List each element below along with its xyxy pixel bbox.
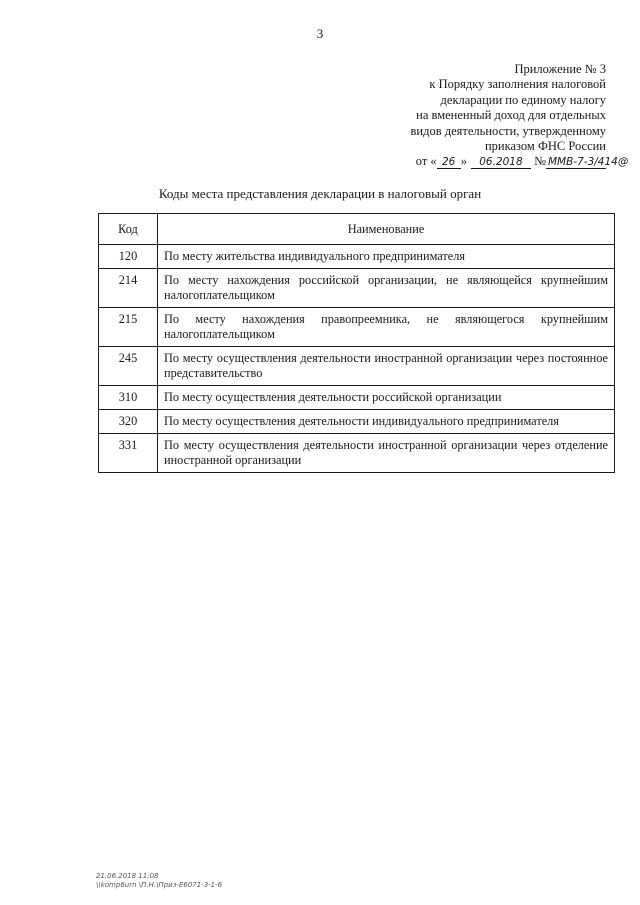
row-code: 215 (99, 308, 158, 347)
number-prefix: № (534, 154, 546, 169)
row-name: По месту осуществления деятельности иностранной организации через отделение иностранной организации (158, 434, 615, 473)
row-code: 320 (99, 410, 158, 434)
table-row (99, 269, 615, 308)
table-row (99, 434, 615, 473)
column-header-code: Код (99, 214, 158, 245)
codes-table (98, 213, 615, 473)
appendix-line: видов деятельности, утвержденному (410, 123, 606, 138)
row-code: 331 (99, 434, 158, 473)
date-close: » (460, 154, 467, 169)
appendix-line: декларации по единому налогу (440, 92, 606, 107)
row-name: По месту нахождения российской организации, не являющейся крупнейшим налогоплательщиком (158, 269, 615, 308)
order-date-number (306, 154, 629, 169)
page-number: 3 (316, 26, 324, 41)
appendix-header (306, 62, 629, 170)
row-name: По месту осуществления деятельности индивидуального предпринимателя (158, 410, 615, 434)
row-code: 310 (99, 386, 158, 410)
row-name: По месту осуществления деятельности российской организации (158, 386, 615, 410)
row-code: 214 (99, 269, 158, 308)
table-header-row (99, 214, 615, 245)
date-prefix: от « (415, 154, 437, 169)
row-code: 245 (99, 347, 158, 386)
appendix-line: к Порядку заполнения налоговой (429, 77, 606, 92)
row-name: По месту осуществления деятельности иностранной организации через постоянное представительство (158, 347, 615, 386)
row-name: По месту жительства индивидуального предпринимателя (158, 245, 615, 269)
handwritten-day: 26 (437, 156, 461, 169)
table-row (99, 410, 615, 434)
handwritten-month-year: 06.2018 (471, 156, 531, 169)
print-stamp (96, 872, 222, 890)
appendix-line: на вмененный доход для отдельных (416, 108, 606, 123)
table-row (99, 386, 615, 410)
stamp-path: \\komp6urn \П.Н.\Приз-E6071-3-1-6 (96, 881, 223, 889)
table-row (99, 245, 615, 269)
table-row (99, 347, 615, 386)
column-header-name: Наименование (158, 214, 615, 245)
row-name: По месту нахождения правопреемника, не являющегося крупнейшим налогоплательщиком (158, 308, 615, 347)
appendix-line: Приложение № 3 (514, 62, 606, 76)
appendix-line: приказом ФНС России (484, 139, 606, 154)
handwritten-order-number: ММВ-7-3/414@ (548, 156, 629, 169)
stamp-timestamp: 21.06.2018 11:08 (96, 872, 159, 880)
table-row (99, 308, 615, 347)
row-code: 120 (99, 245, 158, 269)
document-title: Коды места представления декларации в налоговый орган (158, 186, 482, 201)
